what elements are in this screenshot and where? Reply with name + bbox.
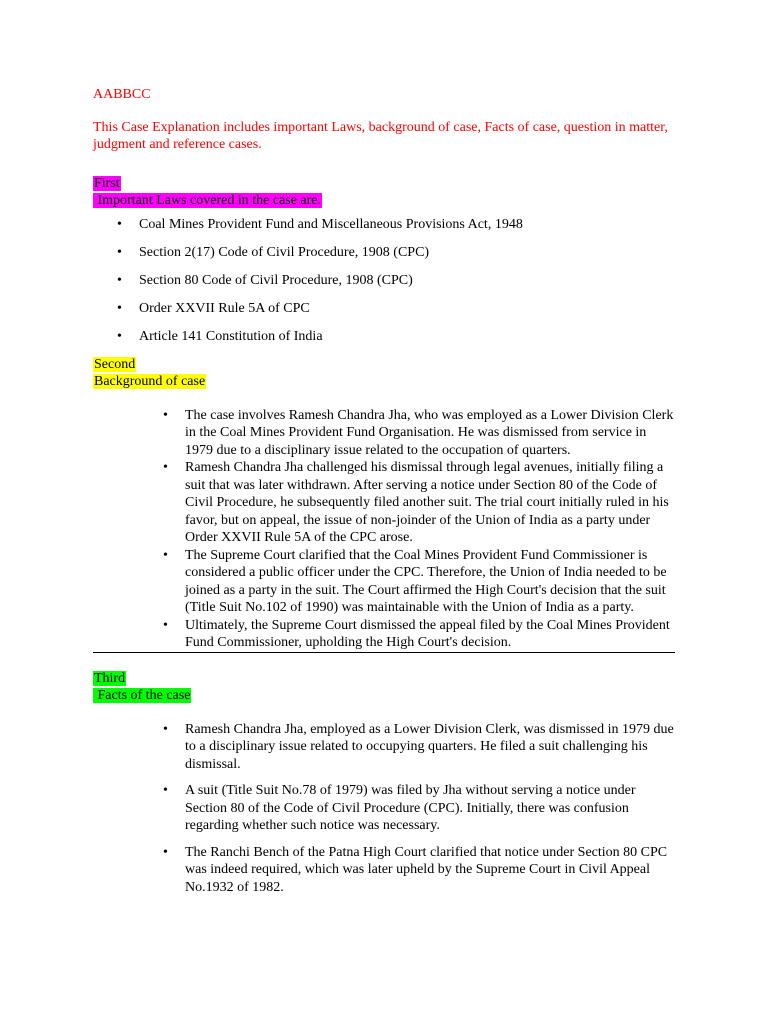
- bullet-icon: •: [117, 328, 122, 344]
- document-title: AABBCC: [93, 87, 151, 102]
- bullet-icon: •: [163, 844, 168, 860]
- facts-list: [93, 721, 675, 897]
- background-list: [93, 407, 675, 652]
- section-second: [93, 356, 675, 653]
- bullet-icon: •: [163, 617, 168, 633]
- section-heading-background: Background of case: [94, 374, 206, 389]
- list-item: • A suit (Title Suit No.78 of 1979) was filed by Jha without serving a notice under Section 80 of the Code of Civil Procedure (CPC). Initially, there was confusion regarding whether such notice was necessary.: [163, 783, 636, 833]
- bullet-icon: •: [163, 783, 168, 798]
- bullet-icon: •: [117, 216, 122, 232]
- horizontal-divider: [93, 652, 675, 653]
- list-item: • Order XXVII Rule 5A of CPC: [117, 300, 310, 316]
- list-item: • Section 2(17) Code of Civil Procedure, 1908 (CPC): [117, 244, 430, 260]
- bullet-icon: •: [163, 547, 168, 563]
- bullet-icon: •: [117, 272, 122, 288]
- document-page: [93, 86, 675, 905]
- bullet-icon: •: [163, 460, 168, 475]
- section-heading-facts: Facts of the case: [94, 688, 191, 703]
- list-item: • Coal Mines Provident Fund and Miscellaneous Provisions Act, 1948: [117, 216, 523, 232]
- section-label-first: First: [94, 175, 120, 191]
- document-intro: This Case Explanation includes important Laws, background of case, Facts of case, question in matter, judgment and reference cases.: [93, 119, 668, 152]
- list-item: • Section 80 Code of Civil Procedure, 1908 (CPC): [117, 272, 413, 288]
- bullet-icon: •: [117, 244, 122, 260]
- section-label-second: Second: [94, 356, 136, 372]
- bullet-icon: •: [117, 300, 122, 316]
- section-first: [93, 175, 675, 346]
- list-item: • Ramesh Chandra Jha challenged his dismissal through legal avenues, initially filing a suit that was later withdrawn. After serving a notice under Section 80 of the Code of Civil Procedure, he subsequently filed another suit. The trial court initially ruled in his favor, but on appeal, the issue of non-joinder of the Union of India as a party under Order XXVII Rule 5A of the CPC arose.: [163, 460, 669, 545]
- list-item: • The case involves Ramesh Chandra Jha, who was employed as a Lower Division Clerk in the Coal Mines Provident Fund Organisation. He was dismissed from service in 1979 due to a disciplinary issue related to the occupation of quarters.: [163, 407, 674, 458]
- list-item: • Ultimately, the Supreme Court dismissed the appeal filed by the Coal Mines Provident Fund Commissioner, upholding the High Court's decision.: [163, 617, 670, 650]
- bullet-icon: •: [163, 721, 168, 737]
- bullet-icon: •: [163, 407, 168, 423]
- section-third: [93, 670, 675, 897]
- section-heading-laws: Important Laws covered in the case are.: [94, 193, 322, 208]
- laws-list: [93, 216, 675, 346]
- list-item: • The Supreme Court clarified that the Coal Mines Provident Fund Commissioner is considered a public officer under the CPC. Therefore, the Union of India needed to be joined as a party in the suit. The Court affirmed the High Court's decision that the suit (Title Suit No.102 of 1990) was maintainable with the Union of India as a party.: [163, 547, 667, 615]
- section-label-third: Third: [94, 670, 126, 686]
- list-item: • Article 141 Constitution of India: [117, 328, 323, 344]
- list-item: • The Ranchi Bench of the Patna High Court clarified that notice under Section 80 CPC was indeed required, which was later upheld by the Supreme Court in Civil Appeal No.1932 of 1982.: [163, 844, 668, 895]
- list-item: • Ramesh Chandra Jha, employed as a Lower Division Clerk, was dismissed in 1979 due to a disciplinary issue related to occupying quarters. He filed a suit challenging his dismissal.: [163, 721, 674, 772]
